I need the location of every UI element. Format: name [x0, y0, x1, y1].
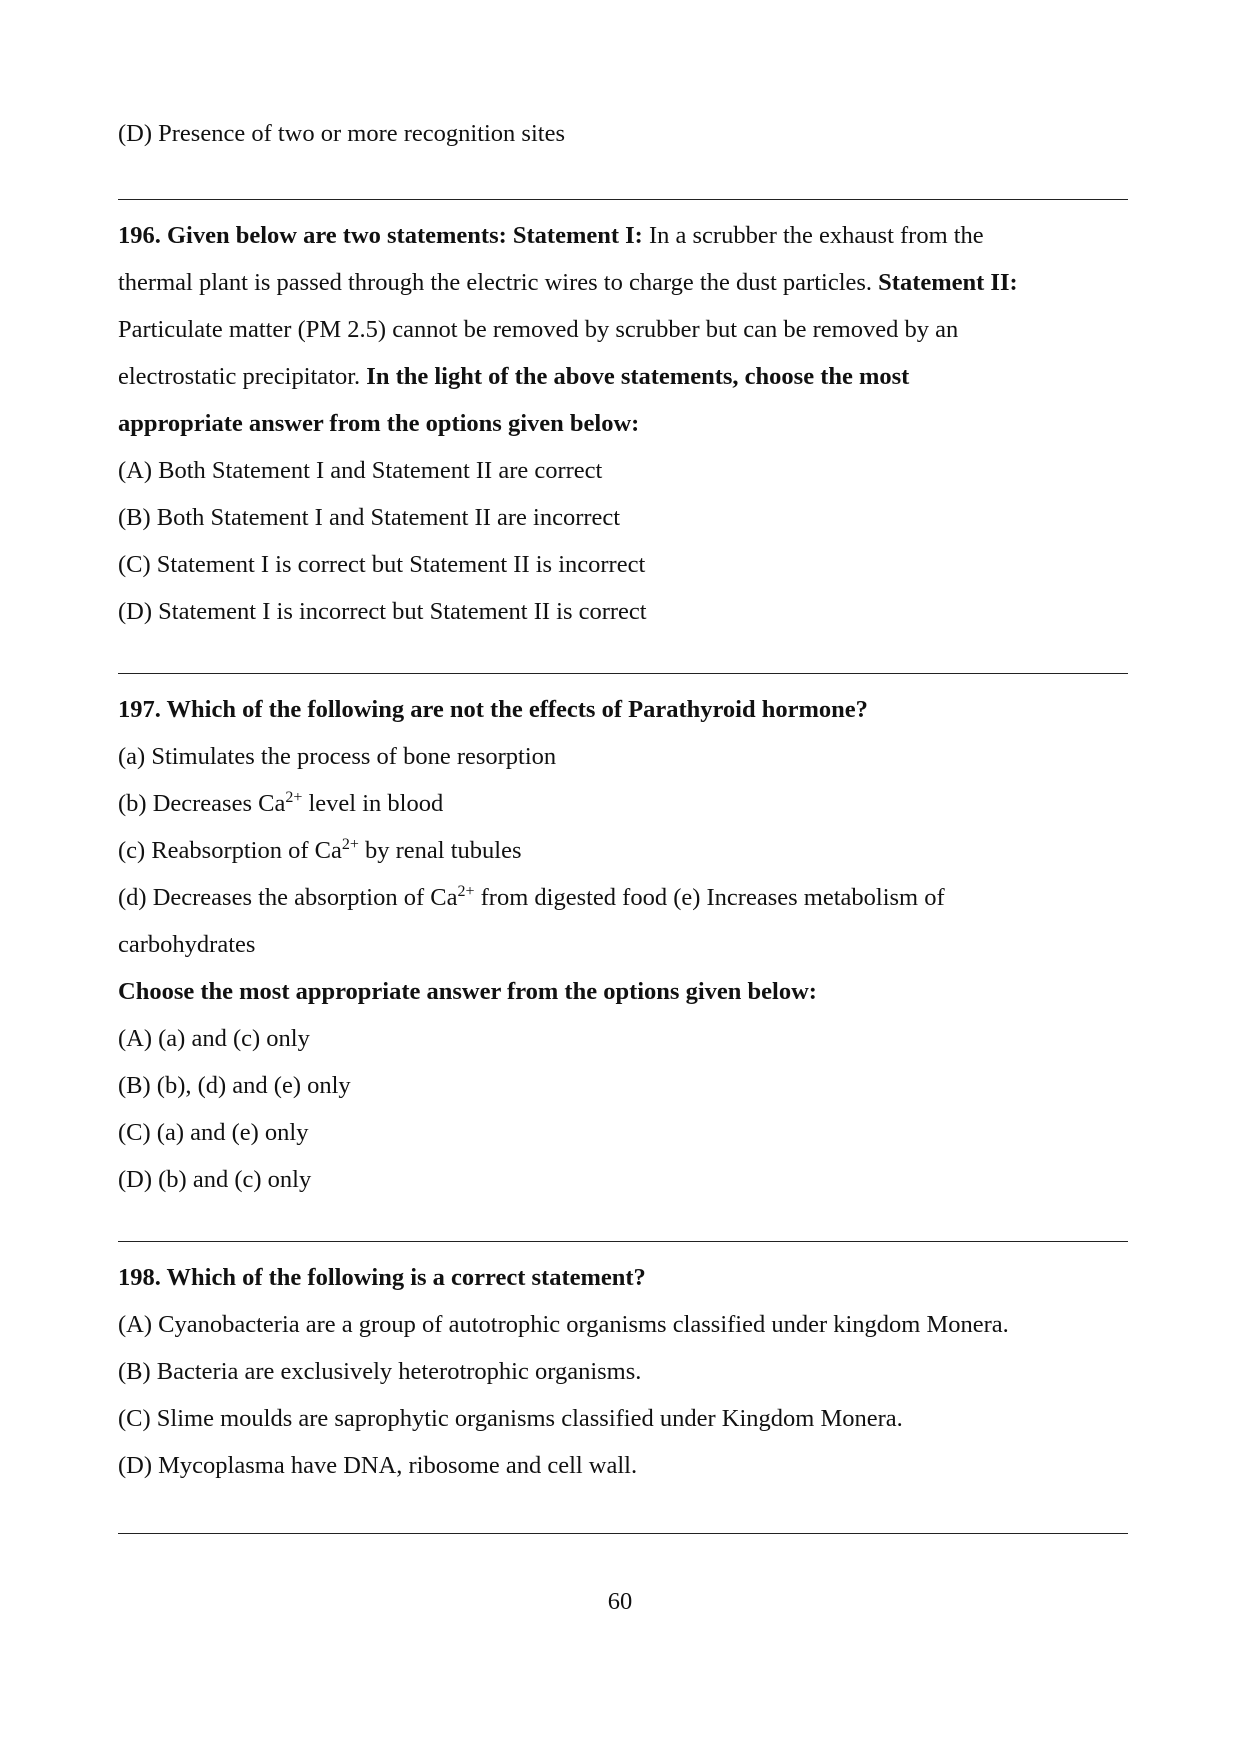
ion-charge: 2+ [285, 789, 303, 806]
question-196-line [118, 259, 1128, 306]
item-d-text: (d) Decreases the absorption of [118, 884, 425, 911]
statement-2-text-cont: electrostatic precipitator. [118, 363, 361, 390]
option-b: (B) (b), (d) and (e) only [118, 1072, 351, 1099]
divider [118, 199, 1128, 200]
option-d: (D) (b) and (c) only [118, 1166, 312, 1193]
statement-2-label: Statement II: [878, 269, 1018, 296]
question-196-instruction-cont: appropriate answer from the options given below: [118, 410, 640, 437]
question-196 [118, 212, 1128, 635]
item-c [118, 827, 1128, 874]
calcium-ion [315, 837, 359, 864]
item-c-text: (c) Reabsorption of [118, 837, 309, 864]
statement-1-text-cont: thermal plant is passed through the electric wires to charge the dust particles. [118, 269, 873, 296]
question-196-instruction: In the light of the above statements, choose the most [366, 363, 910, 390]
page-number: 60 [607, 1588, 633, 1615]
statement-2-text: Particulate matter (PM 2.5) cannot be removed by scrubber but can be removed by an [118, 316, 959, 343]
question-197-instruction: Choose the most appropriate answer from the options given below: [118, 978, 817, 1005]
question-197 [118, 686, 1128, 1203]
question-198 [118, 1254, 1128, 1489]
option-a: (A) (a) and (c) only [118, 1025, 310, 1052]
calcium-ion [430, 884, 474, 911]
option-c: (C) Slime moulds are saprophytic organisms classified under Kingdom Monera. [118, 1405, 903, 1432]
option-b: (B) Bacteria are exclusively heterotrophic organisms. [118, 1358, 642, 1385]
option-b: (B) Both Statement I and Statement II are incorrect [118, 504, 621, 531]
item-b [118, 780, 1128, 827]
divider [118, 673, 1128, 674]
option-c: (C) Statement I is correct but Statement II is incorrect [118, 551, 646, 578]
item-d-text-end: from digested food (e) Increases metabolism of [480, 884, 945, 911]
option-a: (A) Cyanobacteria are a group of autotrophic organisms classified under kingdom Monera. [118, 1311, 1009, 1338]
ion-charge: 2+ [457, 883, 475, 900]
ion-symbol: Ca [258, 790, 286, 817]
ion-symbol: Ca [430, 884, 458, 911]
option-a: (A) Both Statement I and Statement II are correct [118, 457, 603, 484]
item-b-text-end: level in blood [308, 790, 444, 817]
question-197-title: 197. Which of the following are not the effects of Parathyroid hormone? [118, 696, 868, 723]
option-d: (D) Mycoplasma have DNA, ribosome and cell wall. [118, 1452, 638, 1479]
option-d: (D) Statement I is incorrect but Statement II is correct [118, 598, 647, 625]
item-c-text-end: by renal tubules [365, 837, 522, 864]
statement-1-text: In a scrubber the exhaust from the [648, 222, 984, 249]
divider [118, 1533, 1128, 1534]
item-a: (a) Stimulates the process of bone resorption [118, 743, 557, 770]
question-196-lead: 196. Given below are two statements: [118, 222, 507, 249]
item-b-text: (b) Decreases [118, 790, 252, 817]
ion-symbol: Ca [314, 837, 342, 864]
question-198-title: 198. Which of the following is a correct statement? [118, 1264, 646, 1291]
document-page [118, 110, 1128, 1534]
divider [118, 1241, 1128, 1242]
question-196-line [118, 353, 1128, 400]
statement-1-label: Statement I: [512, 222, 643, 249]
question-196-line [118, 212, 1128, 259]
option-c: (C) (a) and (e) only [118, 1119, 309, 1146]
item-d [118, 874, 1128, 921]
calcium-ion [258, 790, 302, 817]
item-d-cont: carbohydrates [118, 931, 256, 958]
previous-question-option: (D) Presence of two or more recognition sites [118, 120, 565, 147]
ion-charge: 2+ [341, 836, 359, 853]
